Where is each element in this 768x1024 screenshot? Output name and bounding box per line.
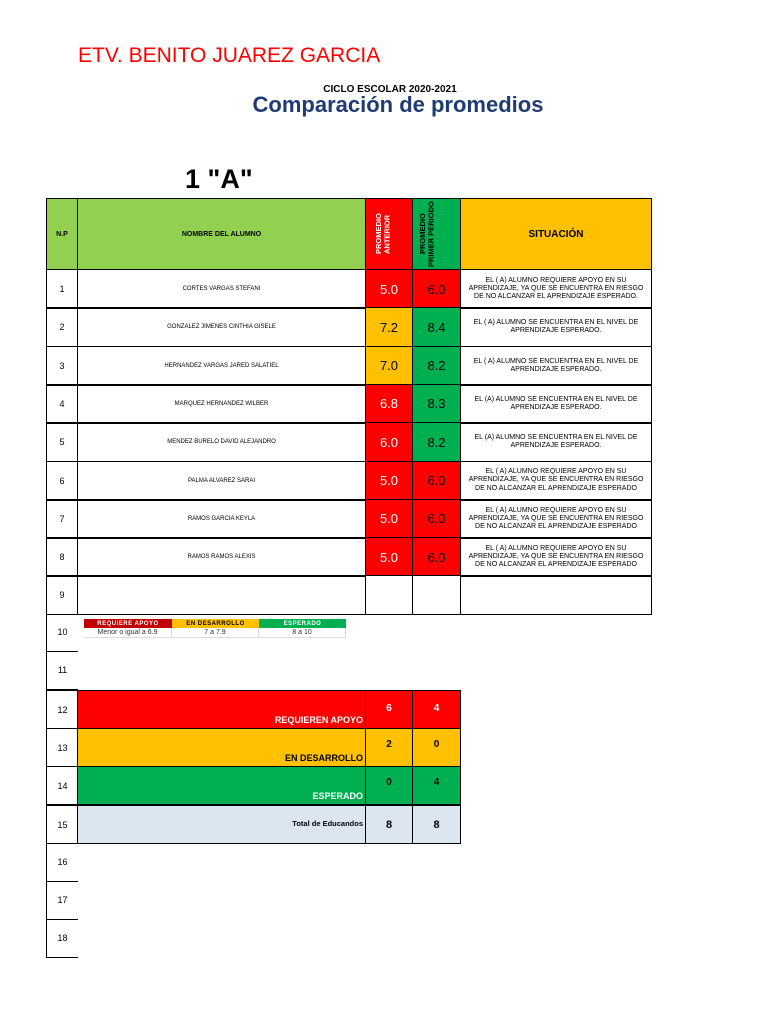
situation-text: EL ( A) ALUMNO REQUIERE APOYO EN SU APRENDIZAJE, YA QUE SE ENCUENTRA EN RIESGO DE NO ALCANZAR EL APRENDIZAJE ESPERADO [460, 499, 652, 539]
previous-average [365, 575, 413, 615]
header-situation: SITUACIÓN [460, 198, 652, 270]
row-number: 18 [46, 919, 78, 958]
first-period-average: 6.0 [412, 499, 461, 539]
first-period-average: 6.0 [412, 537, 461, 577]
summary-first-count: 4 [412, 766, 461, 805]
student-name: HERNANDEZ VARGAS JARED SALATIEL [77, 346, 366, 386]
legend-range: 8 a 10 [259, 628, 346, 638]
previous-average: 7.2 [365, 307, 413, 347]
row-number: 1 [46, 269, 78, 309]
first-period-average: 8.3 [412, 384, 461, 424]
legend-label: REQUIERE APOYO [84, 619, 172, 628]
previous-average: 5.0 [365, 269, 413, 309]
row-number: 6 [46, 461, 78, 501]
row-number: 13 [46, 728, 78, 767]
summary-prev-count: 8 [365, 805, 413, 844]
row-number: 15 [46, 805, 78, 844]
first-period-average: 8.2 [412, 422, 461, 462]
row-number: 8 [46, 537, 78, 577]
student-name: GONZALEZ JIMENES CINTHIA GISELE [77, 307, 366, 347]
previous-average: 7.0 [365, 346, 413, 386]
row-number: 4 [46, 384, 78, 424]
first-period-average: 6.0 [412, 461, 461, 501]
summary-label: Total de Educandos [77, 805, 366, 844]
bottom-border-line [46, 957, 78, 958]
summary-prev-count: 6 [365, 690, 413, 729]
situation-text: EL ( A) ALUMNO REQUIERE APOYO EN SU APRENDIZAJE, YA QUE SE ENCUENTRA EN RIESGO DE NO ALCANZAR EL APRENDIZAJE ESPERADO. [460, 269, 652, 309]
header-np: N.P [46, 198, 78, 270]
student-name: MARQUEZ HERNANDEZ WILBER [77, 384, 366, 424]
summary-first-count: 8 [412, 805, 461, 844]
student-name: PALMA ALVAREZ SARAI [77, 461, 366, 501]
previous-average: 6.0 [365, 422, 413, 462]
situation-text: EL ( A) ALUMNO REQUIERE APOYO EN SU APRENDIZAJE, YA QUE SE ENCUENTRA EN RIESGO DE NO ALCANZAR EL APRENDIZAJE ESPERADO [460, 537, 652, 577]
legend-range: 7 a 7.9 [172, 628, 259, 638]
legend-range: Menor o igual a 6.9 [84, 628, 172, 638]
first-period-average: 6.0 [412, 269, 461, 309]
summary-first-count: 4 [412, 690, 461, 729]
summary-first-count: 0 [412, 728, 461, 767]
legend-label: EN DESARROLLO [172, 619, 259, 628]
group-label: 1 "A" [185, 164, 253, 194]
row-number: 17 [46, 881, 78, 920]
first-period-average [412, 575, 461, 615]
summary-label: REQUIEREN APOYO [77, 690, 366, 729]
row-number: 12 [46, 690, 78, 729]
page-title: Comparación de promedios [252, 92, 544, 117]
school-name: ETV. BENITO JUAREZ GARCIA [78, 44, 381, 67]
student-name: CORTES VARGAS STEFANI [77, 269, 366, 309]
student-name: MENDEZ BURELO DAVID ALEJANDRO [77, 422, 366, 462]
row-number: 5 [46, 422, 78, 462]
header-first-period [412, 198, 461, 270]
situation-text: EL (A) ALUMNO SE ENCUENTRA EN EL NIVEL DE APRENDIZAJE ESPERADO. [460, 384, 652, 424]
legend-label: ESPERADO [259, 619, 346, 628]
situation-text: EL (A) ALUMNO SE ENCUENTRA EN EL NIVEL DE APRENDIZAJE ESPERADO. [460, 422, 652, 462]
row-number: 11 [46, 651, 78, 690]
row-number: 7 [46, 499, 78, 539]
header-first-period-label: PROMEDIO PRIMER PERIODO [417, 201, 436, 267]
row-number: 9 [46, 575, 78, 615]
student-name: RAMOS GARCIA KEYLA [77, 499, 366, 539]
row-number: 2 [46, 307, 78, 347]
row-number: 3 [46, 346, 78, 386]
summary-label: EN DESARROLLO [77, 728, 366, 767]
header-prev-average-label: PROMEDIO ANTERIOR [374, 213, 392, 255]
situation-text: EL ( A) ALUMNO SE ENCUENTRA EN EL NIVEL DE APRENDIZAJE ESPERADO. [460, 346, 652, 386]
row-number: 10 [46, 613, 78, 652]
situation-text: EL ( A) ALUMNO REQUIERE APOYO EN SU APRENDIZAJE, YA QUE SE ENCUENTRA EN RIESGO DE NO ALCANZAR EL APRENDIZAJE ESPERADO [460, 461, 652, 501]
situation-text [460, 575, 652, 615]
first-period-average: 8.4 [412, 307, 461, 347]
row-number: 16 [46, 843, 78, 882]
student-name [77, 575, 366, 615]
summary-prev-count: 2 [365, 728, 413, 767]
row-number: 14 [46, 766, 78, 805]
school-cycle: CICLO ESCOLAR 2020-2021 [323, 84, 457, 95]
summary-label: ESPERADO [77, 766, 366, 805]
previous-average: 6.8 [365, 384, 413, 424]
header-name: NOMBRE DEL ALUMNO [77, 198, 366, 270]
summary-prev-count: 0 [365, 766, 413, 805]
situation-text: EL ( A) ALUMNO SE ENCUENTRA EN EL NIVEL DE APRENDIZAJE ESPERADO. [460, 307, 652, 347]
previous-average: 5.0 [365, 537, 413, 577]
previous-average: 5.0 [365, 461, 413, 501]
student-name: RAMOS RAMOS ALEXIS [77, 537, 366, 577]
previous-average: 5.0 [365, 499, 413, 539]
header-prev-average [365, 198, 413, 270]
first-period-average: 8.2 [412, 346, 461, 386]
